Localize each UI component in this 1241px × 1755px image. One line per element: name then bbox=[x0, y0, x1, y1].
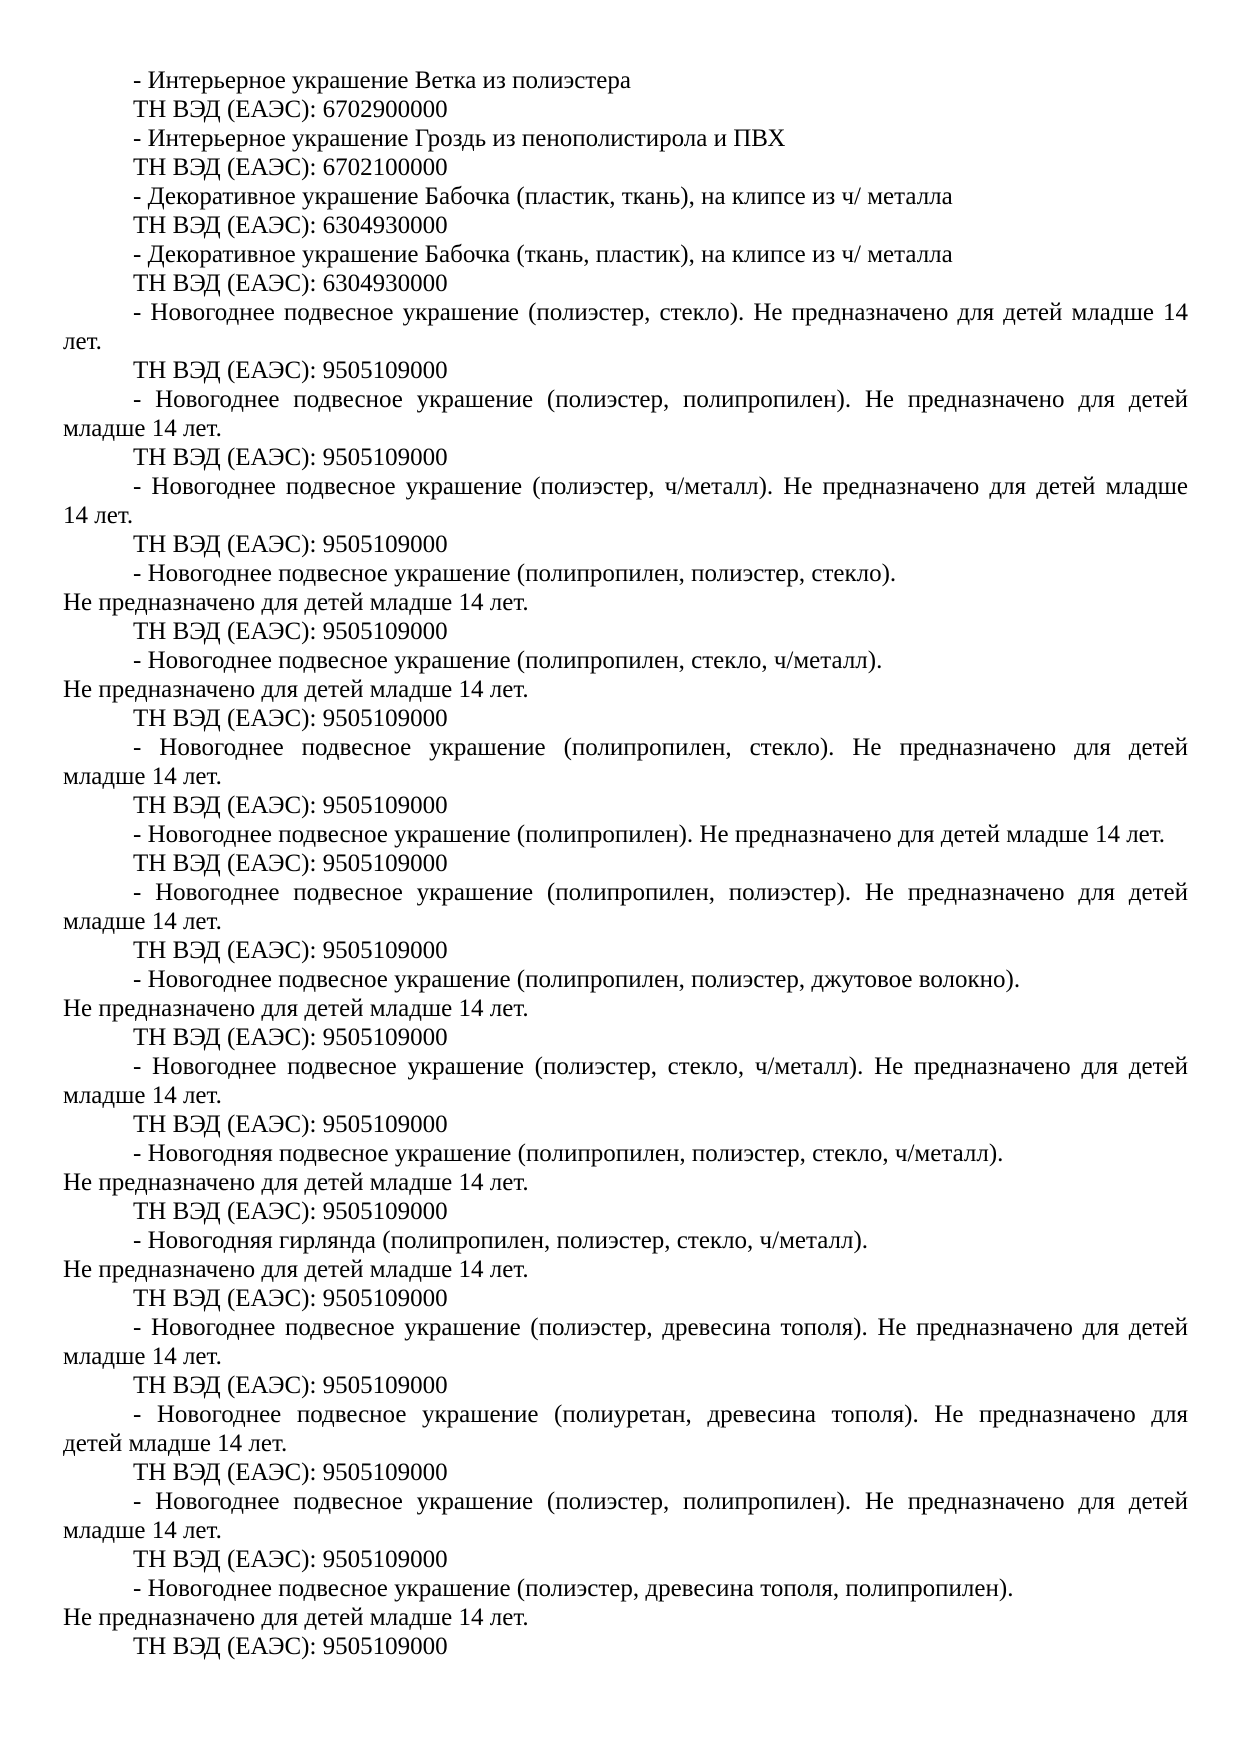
continuation-line: младше 14 лет. bbox=[63, 1343, 222, 1370]
continuation-line: младше 14 лет. bbox=[63, 908, 222, 935]
continuation-line: Не предназначено для детей младше 14 лет. bbox=[63, 676, 529, 703]
tnved-code-line: ТН ВЭД (ЕАЭС): 6304930000 bbox=[133, 270, 448, 297]
product-description-line: - Новогодняя гирлянда (полипропилен, полиэстер, стекло, ч/металл). bbox=[133, 1227, 869, 1254]
product-description-line: - Интерьерное украшение Ветка из полиэстера bbox=[133, 67, 631, 94]
tnved-code-line: ТН ВЭД (ЕАЭС): 6702100000 bbox=[133, 154, 448, 181]
product-description-line: - Новогоднее подвесное украшение (полиэстер, ч/металл). Не предназначено для детей младше bbox=[133, 473, 1188, 500]
tnved-code-line: ТН ВЭД (ЕАЭС): 9505109000 bbox=[133, 792, 448, 819]
tnved-code-line: ТН ВЭД (ЕАЭС): 9505109000 bbox=[133, 1459, 448, 1486]
tnved-code-line: ТН ВЭД (ЕАЭС): 9505109000 bbox=[133, 937, 448, 964]
tnved-code-line: ТН ВЭД (ЕАЭС): 9505109000 bbox=[133, 705, 448, 732]
product-description-line: - Новогоднее подвесное украшение (полиэстер, древесина тополя). Не предназначено для детей bbox=[133, 1314, 1188, 1341]
tnved-code-line: ТН ВЭД (ЕАЭС): 9505109000 bbox=[133, 1372, 448, 1399]
tnved-code-line: ТН ВЭД (ЕАЭС): 9505109000 bbox=[133, 357, 448, 384]
tnved-code-line: ТН ВЭД (ЕАЭС): 9505109000 bbox=[133, 618, 448, 645]
document-text-block bbox=[63, 66, 1188, 1661]
product-description-line: - Новогоднее подвесное украшение (полиэстер, стекло, ч/металл). Не предназначено для детей bbox=[133, 1053, 1188, 1080]
continuation-line: Не предназначено для детей младше 14 лет. bbox=[63, 1169, 529, 1196]
product-description-line: - Новогоднее подвесное украшение (полиэстер, стекло). Не предназначено для детей младше 14 bbox=[133, 299, 1188, 326]
product-description-line: - Новогоднее подвесное украшение (полипропилен, полиэстер). Не предназначено для детей bbox=[133, 879, 1188, 906]
product-description-line: - Новогоднее подвесное украшение (полиэстер, древесина тополя, полипропилен). bbox=[133, 1575, 1014, 1602]
tnved-code-line: ТН ВЭД (ЕАЭС): 9505109000 bbox=[133, 444, 448, 471]
tnved-code-line: ТН ВЭД (ЕАЭС): 9505109000 bbox=[133, 531, 448, 558]
tnved-code-line: ТН ВЭД (ЕАЭС): 6304930000 bbox=[133, 212, 448, 239]
product-description-line: - Новогоднее подвесное украшение (полиэстер, полипропилен). Не предназначено для детей bbox=[133, 386, 1188, 413]
continuation-line: лет. bbox=[63, 328, 102, 355]
tnved-code-line: ТН ВЭД (ЕАЭС): 9505109000 bbox=[133, 850, 448, 877]
product-description-line: - Новогоднее подвесное украшение (полипропилен, стекло, ч/металл). bbox=[133, 647, 883, 674]
tnved-code-line: ТН ВЭД (ЕАЭС): 9505109000 bbox=[133, 1285, 448, 1312]
tnved-code-line: ТН ВЭД (ЕАЭС): 9505109000 bbox=[133, 1546, 448, 1573]
continuation-line: младше 14 лет. bbox=[63, 415, 222, 442]
tnved-code-line: ТН ВЭД (ЕАЭС): 9505109000 bbox=[133, 1198, 448, 1225]
tnved-code-line: ТН ВЭД (ЕАЭС): 9505109000 bbox=[133, 1633, 448, 1660]
continuation-line: Не предназначено для детей младше 14 лет. bbox=[63, 995, 529, 1022]
product-description-line: - Декоративное украшение Бабочка (ткань, пластик), на клипсе из ч/ металла bbox=[133, 241, 953, 268]
continuation-line: Не предназначено для детей младше 14 лет. bbox=[63, 589, 529, 616]
tnved-code-line: ТН ВЭД (ЕАЭС): 9505109000 bbox=[133, 1024, 448, 1051]
product-description-line: - Новогоднее подвесное украшение (полипропилен, полиэстер, джутовое волокно). bbox=[133, 966, 1021, 993]
continuation-line: младше 14 лет. bbox=[63, 1082, 222, 1109]
continuation-line: младше 14 лет. bbox=[63, 1517, 222, 1544]
tnved-code-line: ТН ВЭД (ЕАЭС): 6702900000 bbox=[133, 96, 448, 123]
product-description-line: - Новогоднее подвесное украшение (полипропилен, полиэстер, стекло). bbox=[133, 560, 897, 587]
product-description-line: - Новогодняя подвесное украшение (полипропилен, полиэстер, стекло, ч/металл). bbox=[133, 1140, 1004, 1167]
continuation-line: детей младше 14 лет. bbox=[63, 1430, 288, 1457]
tnved-code-line: ТН ВЭД (ЕАЭС): 9505109000 bbox=[133, 1111, 448, 1138]
product-description-line: - Новогоднее подвесное украшение (полиэстер, полипропилен). Не предназначено для детей bbox=[133, 1488, 1188, 1515]
continuation-line: младше 14 лет. bbox=[63, 763, 222, 790]
continuation-line: 14 лет. bbox=[63, 502, 134, 529]
product-description-line: - Интерьерное украшение Гроздь из пенополистирола и ПВХ bbox=[133, 125, 786, 152]
product-description-line: - Новогоднее подвесное украшение (полипропилен, стекло). Не предназначено для детей bbox=[133, 734, 1188, 761]
continuation-line: Не предназначено для детей младше 14 лет. bbox=[63, 1604, 529, 1631]
product-description-line: - Декоративное украшение Бабочка (пластик, ткань), на клипсе из ч/ металла bbox=[133, 183, 953, 210]
product-description-line: - Новогоднее подвесное украшение (полипропилен). Не предназначено для детей младше 14 лет. bbox=[133, 821, 1166, 848]
continuation-line: Не предназначено для детей младше 14 лет. bbox=[63, 1256, 529, 1283]
product-description-line: - Новогоднее подвесное украшение (полиуретан, древесина тополя). Не предназначено для bbox=[133, 1401, 1188, 1428]
